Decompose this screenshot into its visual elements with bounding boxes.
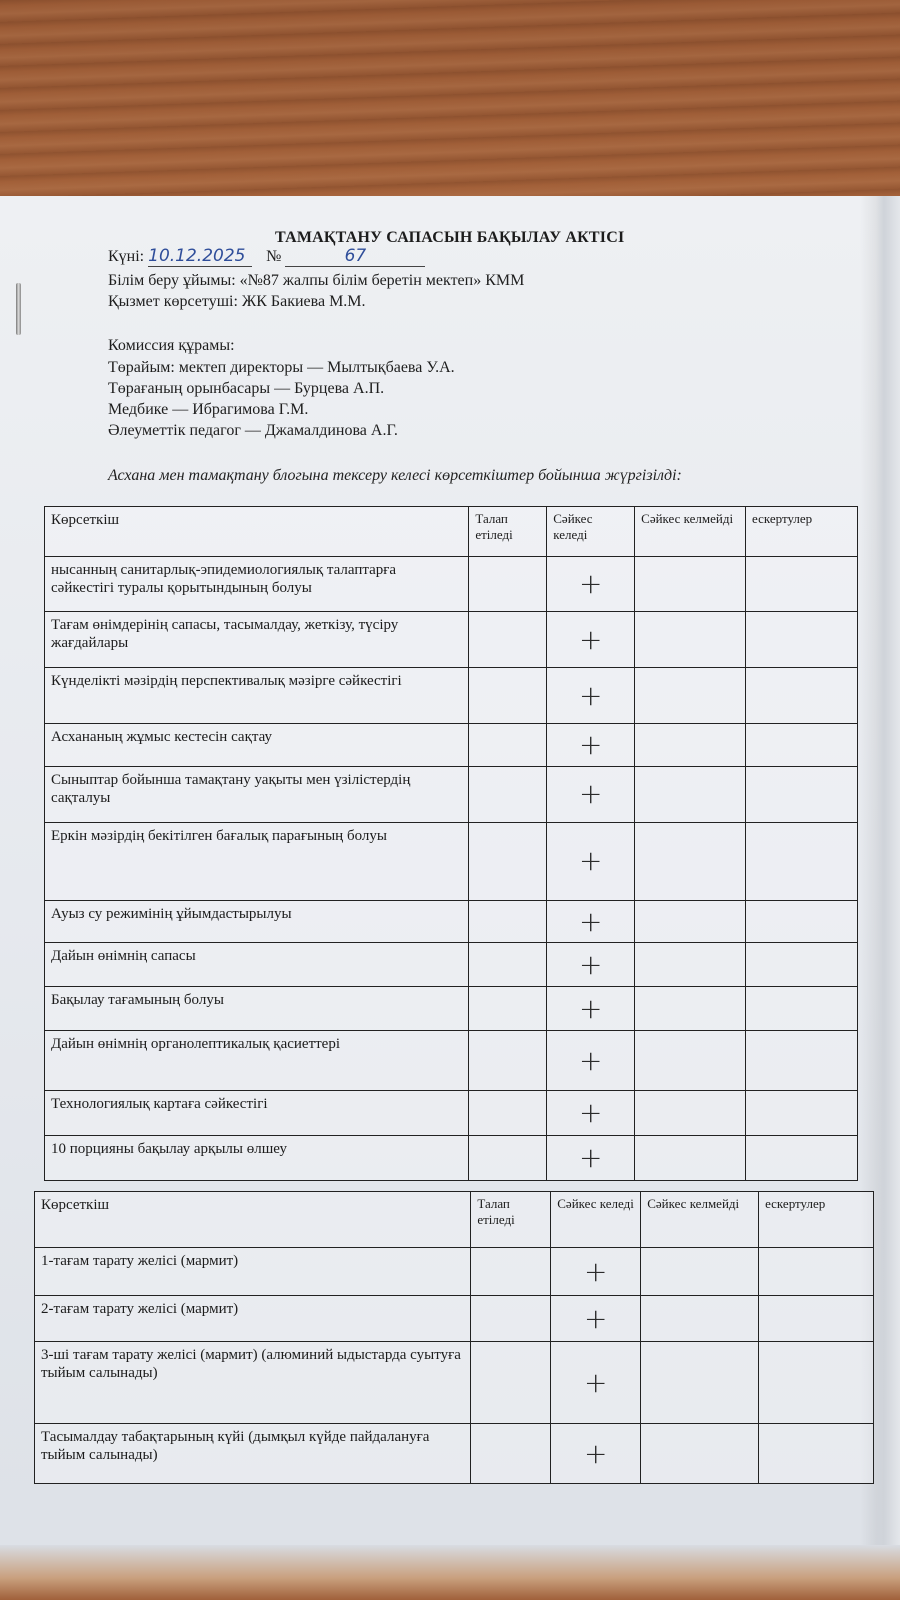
commission-member: Медбике — Ибрагимова Г.М. [108, 401, 309, 418]
compliant-cell: + [547, 1031, 635, 1091]
notes-cell [746, 1136, 858, 1181]
indicator-cell: Бақылау тағамының болуы [45, 987, 469, 1031]
provider-line: Қызмет көрсетуші: ЖК Бакиева М.М. [108, 293, 366, 310]
date-field [148, 246, 252, 267]
column-header: ескертулер [759, 1192, 874, 1248]
noncompliant-cell [635, 822, 746, 900]
notes-cell [759, 1342, 874, 1424]
commission-heading: Комиссия құрамы: [108, 337, 235, 354]
notes-cell [746, 1091, 858, 1136]
noncompliant-cell [635, 612, 746, 668]
number-value: 67 [344, 246, 367, 266]
table-row [35, 1296, 874, 1342]
table-row [45, 987, 858, 1031]
required-cell [469, 724, 547, 767]
table-header-row [35, 1192, 874, 1248]
required-cell [469, 987, 547, 1031]
notes-cell [746, 943, 858, 987]
required-cell [469, 822, 547, 900]
compliant-cell: + [547, 766, 635, 822]
noncompliant-cell [635, 900, 746, 943]
notes-cell [759, 1248, 874, 1296]
table-header-row [45, 507, 858, 557]
required-cell [471, 1342, 551, 1424]
table-row [45, 724, 858, 767]
required-cell [469, 766, 547, 822]
notes-cell [746, 900, 858, 943]
compliant-cell: + [551, 1296, 641, 1342]
indicator-cell: Тасымалдау табақтарының күйі (дымқыл күйде пайдалануға тыйым салынады) [35, 1424, 471, 1484]
column-header: Көрсеткіш [45, 507, 469, 557]
commission-member: Төрайым: мектеп директоры — Мылтықбаева У.А. [108, 359, 455, 376]
compliant-cell: + [551, 1248, 641, 1296]
column-header: Сәйкес келмейді [641, 1192, 759, 1248]
column-header: Көрсеткіш [35, 1192, 471, 1248]
table-row [45, 943, 858, 987]
indicator-cell: Еркін мәзірдің бекітілген бағалық парағының болуы [45, 822, 469, 900]
required-cell [471, 1296, 551, 1342]
compliant-cell: + [547, 668, 635, 724]
table-row [35, 1342, 874, 1424]
column-header: Сәйкес келмейді [635, 507, 746, 557]
compliant-cell: + [547, 1136, 635, 1181]
required-cell [471, 1424, 551, 1484]
number-field [285, 246, 425, 267]
table-row [45, 822, 858, 900]
column-header: Сәйкес келеді [547, 507, 635, 557]
indicator-cell: Тағам өнімдерінің сапасы, тасымалдау, жеткізу, түсіру жағдайлары [45, 612, 469, 668]
compliant-cell: + [547, 724, 635, 767]
compliant-cell: + [551, 1424, 641, 1484]
indicator-cell: 10 порцияны бақылау арқылы өлшеу [45, 1136, 469, 1181]
inspection-intro: Асхана мен тамақтану блогына тексеру келесі көрсеткіштер бойынша жүргізілді: [108, 467, 682, 484]
column-header: Сәйкес келеді [551, 1192, 641, 1248]
required-cell [469, 1136, 547, 1181]
notes-cell [746, 766, 858, 822]
table-row [45, 1091, 858, 1136]
indicator-cell: Дайын өнімнің сапасы [45, 943, 469, 987]
indicator-cell: Дайын өнімнің органолептикалық қасиеттері [45, 1031, 469, 1091]
notes-cell [746, 668, 858, 724]
number-label: № [266, 248, 282, 265]
noncompliant-cell [635, 724, 746, 767]
table-row [45, 766, 858, 822]
indicator-cell: 3-ші тағам тарату желісі (мармит) (алюминий ыдыстарда суытуға тыйым салынады) [35, 1342, 471, 1424]
date-line [108, 246, 425, 267]
required-cell [469, 900, 547, 943]
indicator-cell: 1-тағам тарату желісі (мармит) [35, 1248, 471, 1296]
required-cell [469, 1031, 547, 1091]
inspection-table-1 [44, 506, 858, 1181]
noncompliant-cell [641, 1424, 759, 1484]
noncompliant-cell [635, 557, 746, 612]
noncompliant-cell [635, 987, 746, 1031]
column-header: Талап етіледі [471, 1192, 551, 1248]
notes-cell [746, 612, 858, 668]
commission-member: Әлеуметтік педагог — Джамалдинова А.Г. [108, 422, 398, 439]
indicator-cell: 2-тағам тарату желісі (мармит) [35, 1296, 471, 1342]
noncompliant-cell [635, 1091, 746, 1136]
notes-cell [746, 557, 858, 612]
table-row [45, 557, 858, 612]
column-header: Талап етіледі [469, 507, 547, 557]
indicator-cell: Ауыз су режимінің ұйымдастырылуы [45, 900, 469, 943]
required-cell [469, 557, 547, 612]
table-row [45, 612, 858, 668]
required-cell [469, 943, 547, 987]
noncompliant-cell [635, 766, 746, 822]
indicator-cell: Асхананың жұмыс кестесін сақтау [45, 724, 469, 767]
required-cell [471, 1248, 551, 1296]
compliant-cell: + [547, 1091, 635, 1136]
date-label: Күні: [108, 248, 145, 265]
table-row [35, 1424, 874, 1484]
noncompliant-cell [641, 1248, 759, 1296]
table-row [45, 900, 858, 943]
commission-member: Төрағаның орынбасары — Бурцева А.П. [108, 380, 385, 397]
table-row [35, 1248, 874, 1296]
notes-cell [746, 987, 858, 1031]
compliant-cell: + [547, 900, 635, 943]
indicator-cell: Күнделікті мәзірдің перспективалық мәзірге сәйкестігі [45, 668, 469, 724]
staple-icon [16, 283, 21, 335]
table-row [45, 1031, 858, 1091]
organization-line: Білім беру ұйымы: «№87 жалпы білім беретін мектеп» КММ [108, 272, 525, 289]
notes-cell [746, 724, 858, 767]
noncompliant-cell [635, 668, 746, 724]
noncompliant-cell [635, 1136, 746, 1181]
table-row [45, 1136, 858, 1181]
notes-cell [746, 1031, 858, 1091]
compliant-cell: + [547, 943, 635, 987]
wooden-desk [0, 0, 900, 200]
indicator-cell: нысанның санитарлық-эпидемиологиялық талаптарға сәйкестігі туралы қорытындының болуы [45, 557, 469, 612]
document-title: ТАМАҚТАНУ САПАСЫН БАҚЫЛАУ АКТІСІ [275, 229, 625, 246]
inspection-table-2 [34, 1191, 874, 1484]
compliant-cell: + [547, 987, 635, 1031]
required-cell [469, 668, 547, 724]
notes-cell [759, 1296, 874, 1342]
required-cell [469, 1091, 547, 1136]
indicator-cell: Сыныптар бойынша тамақтану уақыты мен үзілістердің сақталуы [45, 766, 469, 822]
noncompliant-cell [641, 1342, 759, 1424]
noncompliant-cell [635, 943, 746, 987]
indicator-cell: Технологиялық картаға сәйкестігі [45, 1091, 469, 1136]
compliant-cell: + [547, 557, 635, 612]
compliant-cell: + [547, 612, 635, 668]
required-cell [469, 612, 547, 668]
noncompliant-cell [641, 1296, 759, 1342]
table-row [45, 668, 858, 724]
compliant-cell: + [551, 1342, 641, 1424]
date-value: 10.12.2025 [148, 246, 246, 266]
notes-cell [759, 1424, 874, 1484]
column-header: ескертулер [746, 507, 858, 557]
noncompliant-cell [635, 1031, 746, 1091]
compliant-cell: + [547, 822, 635, 900]
notes-cell [746, 822, 858, 900]
paper-bottom-edge [0, 1545, 900, 1600]
